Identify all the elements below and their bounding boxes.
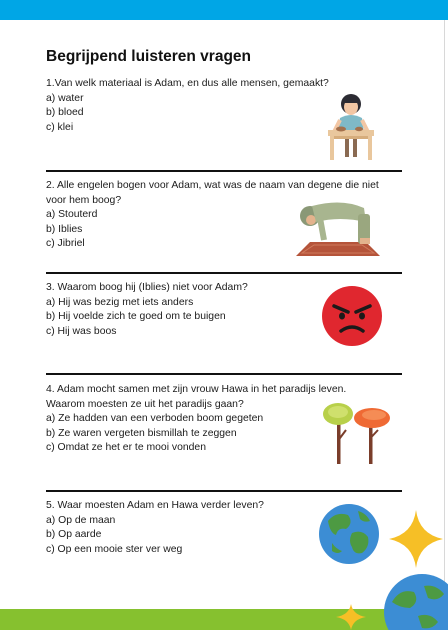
child-sculpting-clay-icon: [326, 92, 376, 162]
answer-option-c: c) Op een mooie ster ver weg: [46, 543, 183, 555]
answer-option-a: a) Hij was bezig met iets anders: [46, 296, 194, 308]
answer-option-a: a) water: [46, 92, 84, 104]
question-text: 5. Waar moesten Adam en Hawa verder leven?: [46, 500, 264, 511]
page-edge-line: [444, 20, 445, 610]
star-icon: [389, 510, 443, 568]
answer-option-c: c) Jibriel: [46, 238, 85, 250]
page-title: Begrijpend luisteren vragen: [46, 48, 251, 65]
question-text: 2. Alle engelen bogen voor Adam, wat was de naam van degene die niet: [46, 180, 379, 191]
answer-option-c: c) klei: [46, 121, 74, 133]
bottom-color-bar: [0, 609, 448, 630]
answer-option-a: a) Ze hadden van een verboden boom gegeten: [46, 413, 264, 425]
question-text-continued: Waarom moesten ze uit het paradijs gaan?: [46, 398, 244, 410]
small-star-icon: [336, 604, 366, 630]
answer-option-b: b) Op aarde: [46, 529, 102, 541]
answer-option-a: a) Op de maan: [46, 514, 116, 526]
divider-line: [46, 490, 402, 492]
angry-face-icon: [321, 285, 383, 347]
answer-option-a: a) Stouterd: [46, 209, 98, 221]
answer-option-b: b) Iblies: [46, 223, 83, 235]
earth-icon: [318, 503, 380, 565]
answer-option-c: c) Hij was boos: [46, 325, 117, 337]
divider-line: [46, 170, 402, 172]
earth-corner-icon: [382, 572, 448, 630]
divider-line: [46, 373, 402, 375]
answer-option-b: b) bloed: [46, 107, 84, 119]
answer-option-c: c) Omdat ze het er te mooi vonden: [46, 442, 206, 454]
question-text: 3. Waarom boog hij (Iblies) niet voor Adam?: [46, 282, 248, 293]
question-text: 1.Van welk materiaal is Adam, en dus alle mensen, gemaakt?: [46, 78, 329, 89]
answer-option-b: b) Ze waren vergeten bismillah te zeggen: [46, 427, 237, 439]
person-bowing-on-mat-icon: [292, 196, 388, 260]
top-color-bar: [0, 0, 448, 20]
question-text: 4. Adam mocht samen met zijn vrouw Hawa in het paradijs leven.: [46, 384, 347, 395]
divider-line: [46, 272, 402, 274]
answer-option-b: b) Hij voelde zich te goed om te buigen: [46, 311, 226, 323]
trees-icon: [320, 400, 394, 464]
question-text-continued: voor hem boog?: [46, 194, 122, 206]
